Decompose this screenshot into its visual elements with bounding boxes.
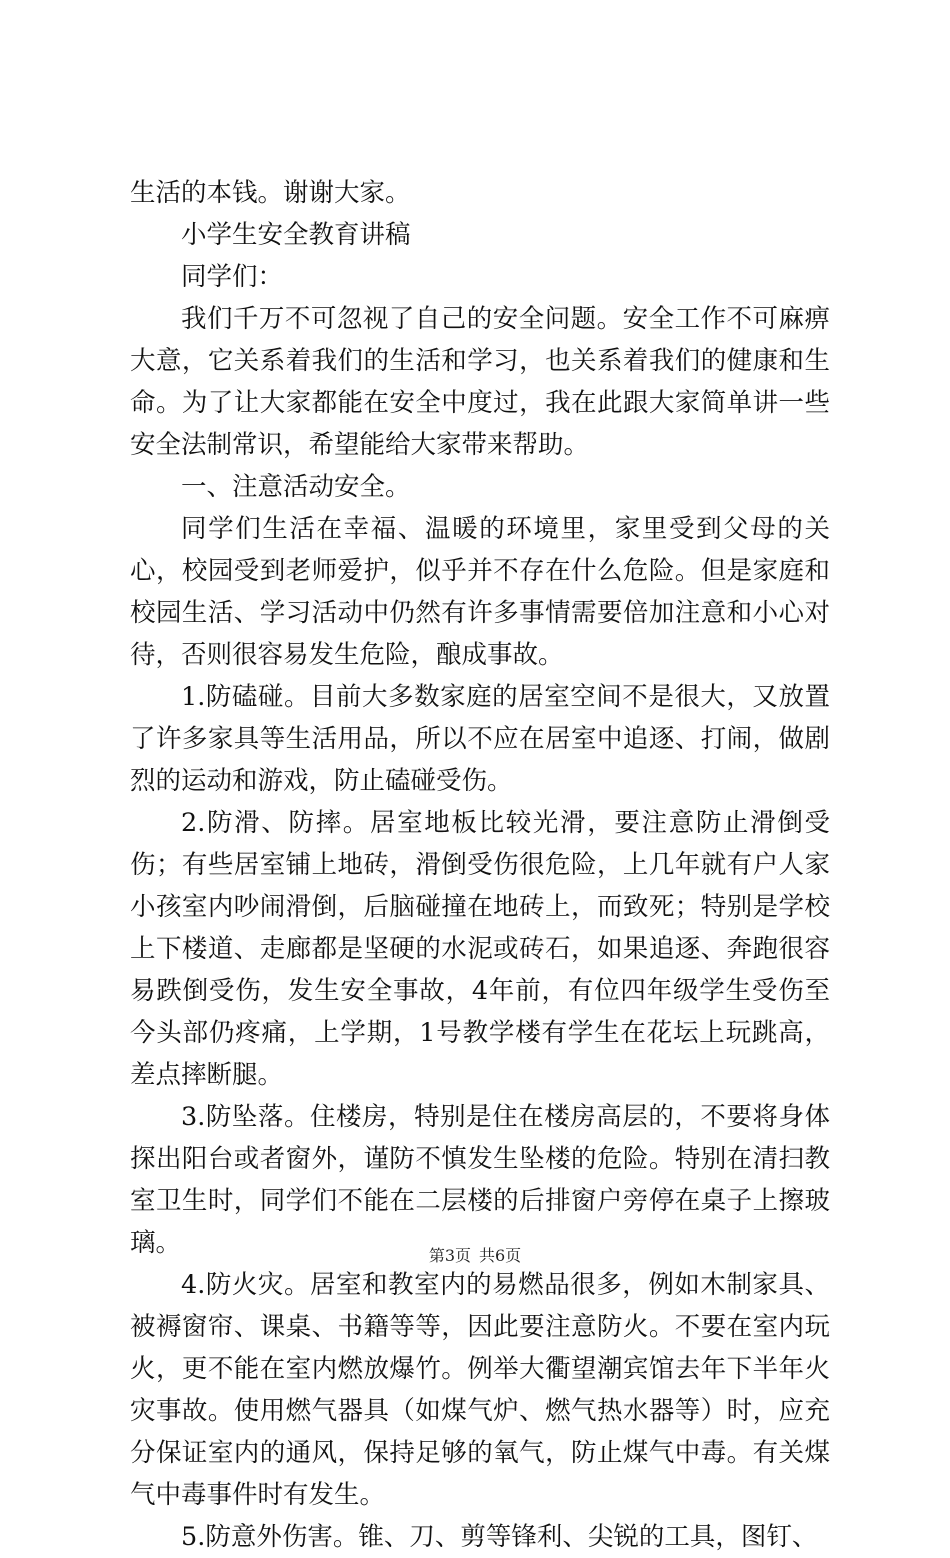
speech-title: 小学生安全教育讲稿 xyxy=(181,220,411,250)
list-item-5: 5.防意外伤害。锥、刀、剪等锋利、尖锐的工具，图钉、 xyxy=(181,1522,818,1552)
page-number: 第3页 xyxy=(428,1246,471,1265)
paragraph-continuation: 生活的本钱。谢谢大家。 xyxy=(130,178,411,208)
section-heading: 一、注意活动安全。 xyxy=(181,472,411,502)
page-total: 共6页 xyxy=(479,1246,522,1265)
paragraph-environment: 同学们生活在幸福、温暖的环境里，家里受到父母的关心，校园受到老师爱护，似乎并不存在什么危险。但是家庭和校园生活、学习活动中仍然有许多事情需要倍加注意和小心对待，否则很容易发生危险，酿成事故。 xyxy=(130,514,830,670)
paragraph-intro: 我们千万不可忽视了自己的安全问题。安全工作不可麻痹大意，它关系着我们的生活和学习，也关系着我们的健康和生命。为了让大家都能在安全中度过，我在此跟大家简单讲一些安全法制常识，希望能给大家带来帮助。 xyxy=(130,304,830,460)
list-item-1: 1.防磕碰。目前大多数家庭的居室空间不是很大，又放置了许多家具等生活用品，所以不应在居室中追逐、打闹，做剧烈的运动和游戏，防止磕碰受伤。 xyxy=(130,682,830,796)
page-footer xyxy=(0,1243,950,1266)
list-item-3: 3.防坠落。住楼房，特别是住在楼房高层的，不要将身体探出阳台或者窗外，谨防不慎发生坠楼的危险。特别在清扫教室卫生时，同学们不能在二层楼的后排窗户旁停在桌子上擦玻璃。 xyxy=(130,1102,830,1258)
salutation: 同学们： xyxy=(181,262,284,292)
list-item-2: 2.防滑、防摔。居室地板比较光滑，要注意防止滑倒受伤；有些居室铺上地砖，滑倒受伤很危险，上几年就有户人家小孩室内吵闹滑倒，后脑碰撞在地砖上，而致死；特别是学校上下楼道、走廊都是坚硬的水泥或砖石，如果追逐、奔跑很容易跌倒受伤，发生安全事故，4年前，有位四年级学生受伤至今头部仍疼痛，上学期，1号教学楼有学生在花坛上玩跳高，差点摔断腿。 xyxy=(130,808,830,1090)
list-item-4: 4.防火灾。居室和教室内的易燃品很多，例如木制家具、被褥窗帘、课桌、书籍等等，因此要注意防火。不要在室内玩火，更不能在室内燃放爆竹。例举大衢望潮宾馆去年下半年火灾事故。使用燃气器具（如煤气炉、燃气热水器等）时，应充分保证室内的通风，保持足够的氧气，防止煤气中毒。有关煤气中毒事件时有发生。 xyxy=(130,1270,830,1510)
document-body xyxy=(130,172,830,1558)
